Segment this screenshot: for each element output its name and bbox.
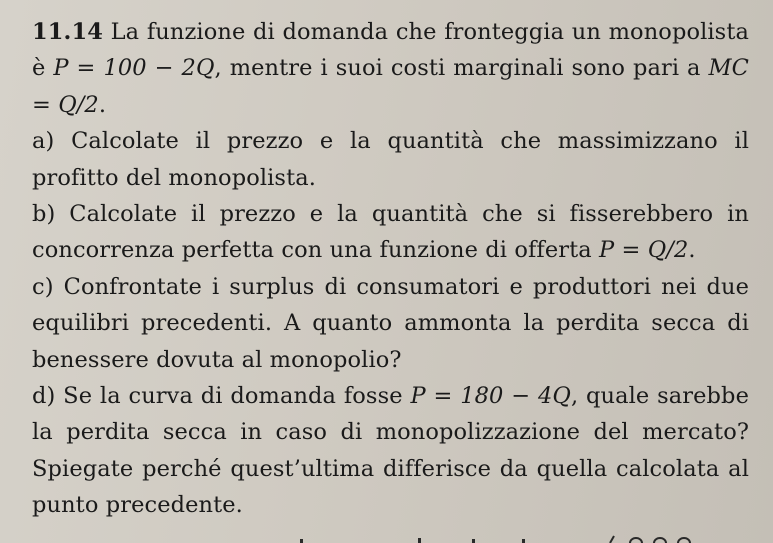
marginal-cost-equation: MC = Q/2 [32,55,749,118]
part-d-text: d) Se la curva di domanda fosse [32,383,403,410]
part-d-text-continued: , quale sarebbe la perdita secca in caso di monopolizzazione del mercato? Spiegate perché quest’ultima differisce da quella calcolata al punto precedente. [32,383,749,519]
intro-text-continued: , mentre i suoi costi marginali sono pari a [214,55,701,82]
part-c: c) Confrontate i surplus di consumatori e produttori nei due equilibri precedenti. A quanto ammonta la perdita secca di benessere dovuta al monopolio? [32,273,749,373]
supply-equation: P = Q/2 [599,237,689,264]
intro-text: La funzione di domanda che fronteggia un monopolista è [32,19,749,82]
part-b-text: b) Calcolate il prezzo e la quantità che si fisserebbero in concorrenza perfetta con una funzione di offerta [32,201,749,264]
exercise-number: 11.14 [32,19,103,45]
intro-period: . [98,91,107,118]
part-a: a) Calcolate il prezzo e la quantità che massimizzano il profitto del monopolista. [32,128,749,191]
cropped-next-line-marks [0,529,773,543]
demand-equation: P = 100 − 2Q [53,55,215,82]
part-d [32,378,749,524]
part-b-period: . [688,237,696,264]
part-b [32,196,749,269]
alt-demand-equation: P = 180 − 4Q [410,383,571,410]
exercise-intro [32,14,749,123]
